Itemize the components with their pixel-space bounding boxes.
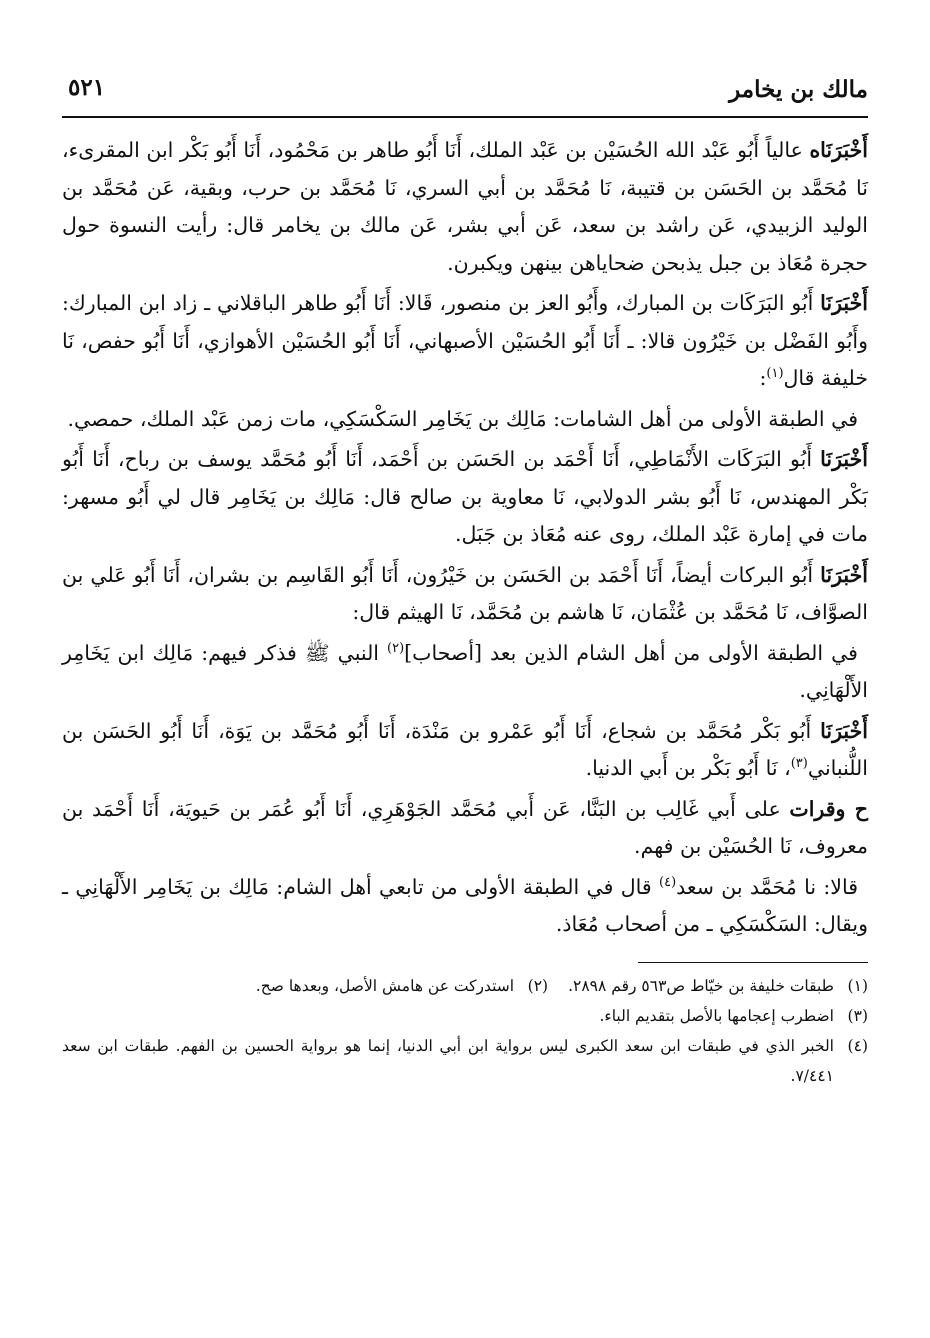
running-title: مالك بن يخامر: [729, 76, 868, 103]
paragraph-lead: أَخْبَرَنَا: [820, 562, 868, 587]
footnote-3: [62, 1001, 868, 1031]
paragraph: [62, 713, 868, 788]
paragraph-text: في الطبقة الأولى من أهل الشامات: مَالِك بن يَخَامِر السَكْسَكِي، مات زمن عَبْد الملك، حمصي.: [67, 406, 858, 431]
footnote-number: (٤): [847, 1036, 868, 1055]
paragraph-tail: النبي ﷺ فذكر فيهم: مَالِك ابن يَخَامِر الأَلْهَانِي.: [62, 640, 868, 702]
footnote-ref: (٢): [387, 640, 405, 656]
footnote-1: [568, 971, 868, 1001]
paragraph-tail: ، نَا أَبُو بَكْر بن أَبي الدنيا.: [585, 756, 791, 780]
footnote-ref: (٣): [790, 756, 808, 772]
paragraph-lead: أَخْبَرَنَا: [820, 291, 868, 315]
paragraph-text: في الطبقة الأولى من أهل الشام الذين بعد [أصحاب]: [404, 640, 858, 665]
paragraph-tail: قال في الطبقة الأولى من تابعي أهل الشام: مَالِك بن يَخَامِر الأَلْهَانِي ـ ويقال: السَكْسَكِي ـ من أصحاب مُعَاذ.: [62, 874, 868, 936]
paragraph-text: قالا: نا مُحَمَّد بن سعد: [676, 874, 859, 899]
paragraph-text: أَبُو البركات أيضاً، أَنَا أَحْمَد بن الحَسَن بن خَيْرُون، أَنَا أَبُو القَاسِم بن بشران، أَنَا أَبُو عَلي بن الصوَّاف، نَا مُحَمَّد بن عُثْمَان، نَا هاشم بن مُحَمَّد، نَا الهيثم قال:: [62, 562, 868, 624]
paragraph: [62, 791, 868, 866]
body-text: [62, 132, 868, 944]
footnote-text: الخبر الذي في طبقات ابن سعد الكبرى ليس برواية ابن أبي الدنيا، إنما هو برواية الحسين بن الفهم. طبقات ابن سعد ٧/٤٤١.: [62, 1036, 834, 1085]
paragraph-text: على أَبي غَالِب بن البَنَّا، عَن أَبي مُحَمَّد الجَوْهَرِي، أَنَا أَبُو عُمَر بن حَيويَة، أَنَا أَحْمَد بن معروف، نَا الحُسَيْن بن فهم.: [62, 796, 868, 858]
footnote-row: [62, 971, 868, 1001]
paragraph-lead: أَخْبَرَنَاه: [809, 138, 868, 162]
footnote-text: طبقات خليفة بن خيّاط ص٥٦٣ رقم ٢٨٩٨.: [568, 976, 834, 995]
footnote-number: (٣): [847, 1006, 868, 1025]
book-page: [62, 70, 868, 1091]
paragraph-text: أَبُو بَكْر مُحَمَّد بن شجاع، أَنَا أَبُو عَمْرو بن مَنْدَة، أَنَا أَبُو مُحَمَّد بن يَوَة، أَنَا أَبُو الحَسَن بن اللُّنباني: [62, 718, 868, 780]
paragraph: [62, 557, 868, 632]
paragraph: [62, 441, 868, 554]
paragraph-tail: :: [759, 366, 767, 390]
paragraph: [62, 869, 868, 944]
footnote-ref: (١): [766, 366, 784, 382]
footnote-separator: [638, 962, 868, 963]
paragraph: [62, 635, 868, 710]
paragraph: [62, 285, 868, 398]
footnote-2: [256, 971, 548, 1001]
paragraph-text: أَبُو البَرَكَات بن المبارك، وأَبُو العز بن منصور، قَالا: أَنَا أَبُو طاهر الباقلاني ـ زاد ابن المبارك: وأَبُو الفَضْل بن خَيْرُون قالا: ـ أَنَا أَبُو الحُسَيْن الأصبهاني، أَنَا أَبُو الحُسَيْن الأهوازي، أَنَا أَبُو حفص، نَا خليفة قال: [62, 291, 868, 390]
paragraph-lead: أَخْبَرَنَا: [820, 718, 868, 743]
footnote-4: [62, 1031, 868, 1091]
running-head: [62, 70, 868, 118]
footnote-text: استدركت عن هامش الأصل، وبعدها صح.: [255, 976, 515, 995]
page-number: ٥٢١: [68, 74, 106, 101]
footnote-ref: (٤): [659, 874, 677, 890]
paragraph-text: أَبُو البَرَكَات الأَنْمَاطِي، أَنَا أَحْمَد بن الحَسَن بن أَحْمَد، أَنَا أَبُو مُحَمَّد يوسف بن رباح، أَنَا أَبُو بَكْر المهندس، نَا أَبُو بشر الدولابي، نَا معاوية بن صالح قال: مَالِك بن يَخَامِر قال لي أَبُو مسهر: مات في إمارة عَبْد الملك، روى عنه مُعَاذ بن جَبَل.: [62, 447, 868, 546]
footnote-text: اضطرب إعجامها بالأصل بتقديم الباء.: [599, 1006, 834, 1025]
paragraph: [62, 401, 868, 439]
paragraph-lead: ح وقرات: [789, 796, 869, 821]
paragraph: [62, 132, 868, 282]
paragraph-lead: أَخْبَرَنَا: [820, 447, 868, 471]
footnotes: [62, 962, 868, 1091]
footnote-number: (١): [847, 976, 868, 995]
paragraph-text: عالياً أَبُو عَبْد الله الحُسَيْن بن عَبْد الملك، أَنَا أَبُو طاهر بن مَحْمُود، أَنَا أَبُو بَكْر ابن المقرىء، نَا مُحَمَّد بن الحَسَن بن قتيبة، نَا مُحَمَّد بن أبي السري، نَا مُحَمَّد بن حرب، وبقية، عَن مُحَمَّد بن الوليد الزبيدي، عَن راشد بن سعد، عَن أبي بشر، عَن مالك بن يخامر قال: رأيت النسوة حول حجرة مُعَاذ بن جبل يذبحن ضحاياهن بينهن ويكبرن.: [62, 138, 868, 275]
footnote-number: (٢): [527, 976, 549, 995]
